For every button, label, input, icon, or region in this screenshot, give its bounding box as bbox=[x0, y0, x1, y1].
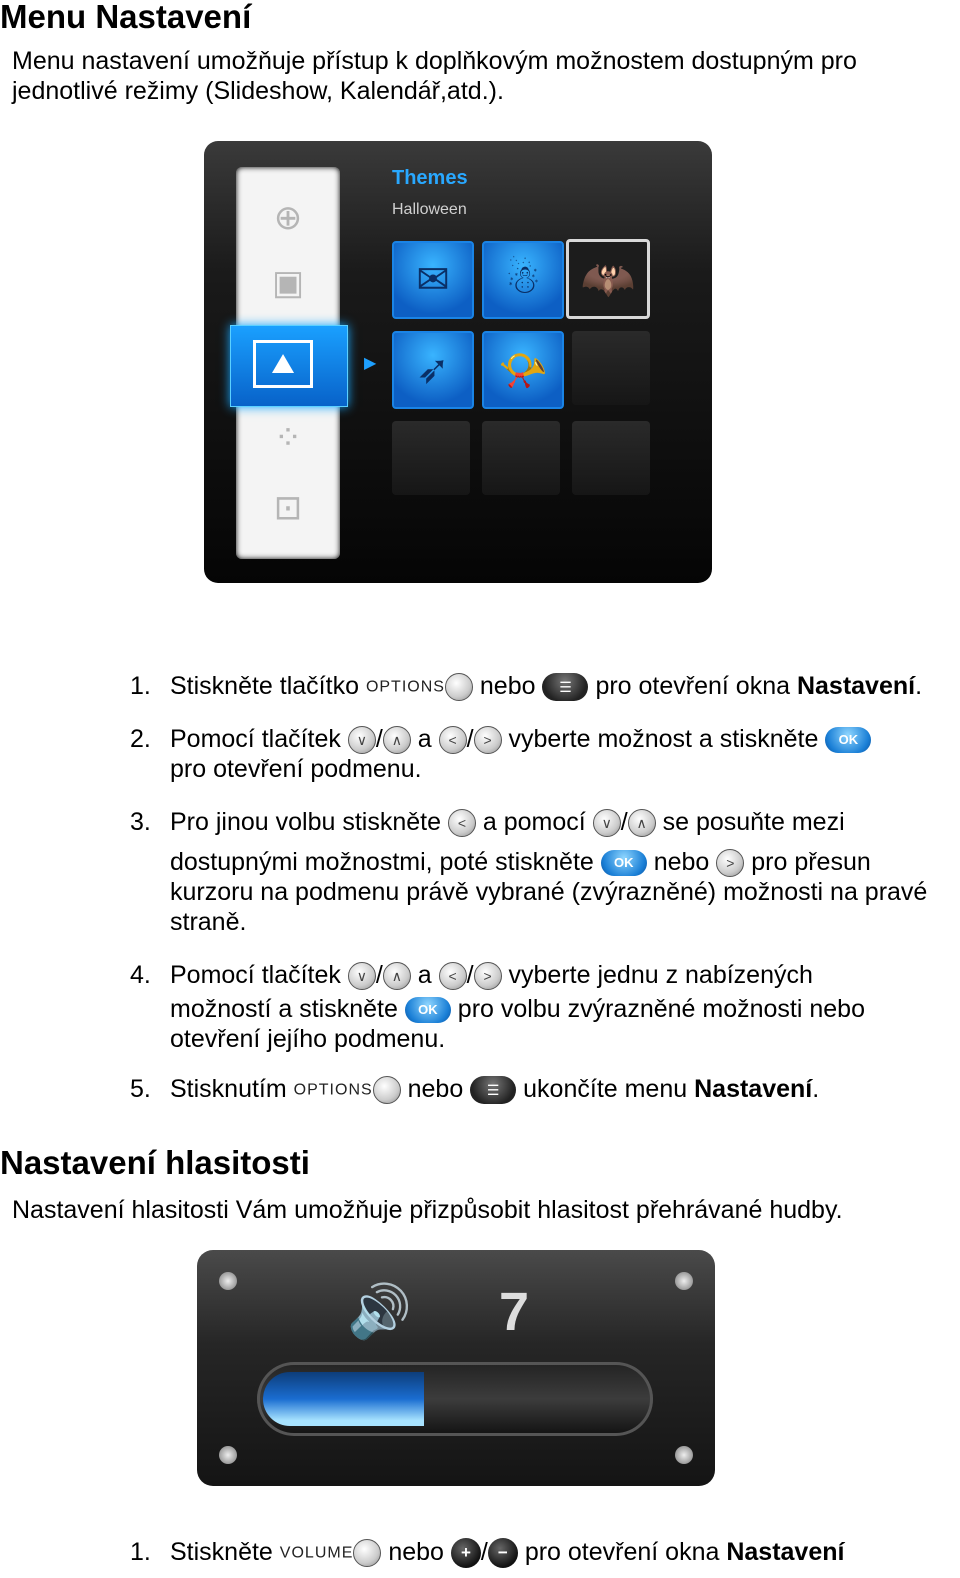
step-text: se posuňte mezi bbox=[662, 808, 845, 836]
step-text: pro otevření okna bbox=[595, 672, 791, 700]
step-text: pro otevření podmenu. bbox=[170, 755, 422, 783]
up-button-icon: ∧ bbox=[383, 962, 411, 990]
volume-up-icon: + bbox=[451, 1538, 481, 1568]
step-text: nebo bbox=[479, 672, 536, 700]
step-text: Stiskněte bbox=[170, 1538, 273, 1566]
step-text: a bbox=[417, 961, 432, 989]
screw-icon bbox=[219, 1272, 237, 1290]
left-button-icon: < bbox=[448, 809, 476, 837]
menu-list-button-icon: ☰ bbox=[470, 1076, 516, 1104]
section-heading-settings: Menu Nastavení bbox=[0, 0, 252, 35]
down-button-icon: ∨ bbox=[348, 726, 376, 754]
screw-icon bbox=[675, 1446, 693, 1464]
volume-value: 7 bbox=[499, 1282, 530, 1342]
speaker-icon: 🔊 bbox=[347, 1283, 412, 1341]
left-button-icon: < bbox=[439, 726, 467, 754]
empty-tile bbox=[482, 421, 560, 495]
photo-music-icon: ▣ bbox=[271, 264, 305, 302]
step-text: vyberte možnost a stiskněte bbox=[508, 725, 819, 753]
theme-halloween-bat-icon: 🦇 bbox=[566, 239, 650, 319]
step-text: pro přesun bbox=[751, 848, 871, 876]
step-text: nebo bbox=[653, 848, 710, 876]
volume-bar-fill bbox=[263, 1372, 424, 1426]
step-text: Pro jinou volbu stiskněte bbox=[170, 808, 441, 836]
screw-icon bbox=[219, 1446, 237, 1464]
step-text: straně. bbox=[170, 908, 247, 936]
step-text: ukončíte menu bbox=[523, 1075, 688, 1103]
theme-cupid-icon: ➶ bbox=[392, 331, 474, 409]
up-button-icon: ∧ bbox=[628, 809, 656, 837]
menu-subtitle: Halloween bbox=[392, 201, 467, 218]
volume-down-icon: − bbox=[488, 1538, 518, 1568]
step-text: a pomocí bbox=[482, 808, 586, 836]
empty-tile bbox=[572, 331, 650, 405]
step-text: Pomocí tlačítek bbox=[170, 961, 341, 989]
step-number: 2. bbox=[130, 725, 151, 753]
right-button-icon: > bbox=[474, 726, 502, 754]
ok-button-icon: OK bbox=[601, 850, 647, 876]
step-number: 3. bbox=[130, 808, 151, 836]
options-label: OPTIONS bbox=[293, 1081, 373, 1099]
settings-menu-screenshot bbox=[204, 141, 712, 583]
step-bold-term: Nastavení bbox=[694, 1075, 813, 1103]
options-button-icon bbox=[445, 673, 473, 701]
step-text: pro volbu zvýrazněné možnosti nebo bbox=[457, 995, 865, 1023]
menu-list-button-icon: ☰ bbox=[542, 673, 588, 701]
right-button-icon: > bbox=[474, 962, 502, 990]
zoom-icon: ⊕ bbox=[273, 199, 303, 237]
options-label: OPTIONS bbox=[365, 678, 445, 696]
step-text: Pomocí tlačítek bbox=[170, 725, 341, 753]
menu-title: Themes bbox=[392, 167, 468, 189]
step-text: možností a stiskněte bbox=[170, 995, 398, 1023]
step-text: otevření jejího podmenu. bbox=[170, 1025, 446, 1053]
volume-button-icon bbox=[353, 1539, 381, 1567]
volume-screen-screenshot bbox=[197, 1250, 715, 1486]
step-text: a bbox=[417, 725, 432, 753]
down-button-icon: ∨ bbox=[348, 962, 376, 990]
step-bold-term: Nastavení bbox=[796, 672, 916, 700]
empty-tile bbox=[392, 421, 470, 495]
step-text: Stiskněte tlačítko bbox=[170, 672, 359, 700]
step-text: dostupnými možnostmi, poté stiskněte bbox=[170, 848, 594, 876]
step-text: nebo bbox=[407, 1075, 464, 1103]
up-button-icon: ∧ bbox=[383, 726, 411, 754]
down-button-icon: ∨ bbox=[593, 809, 621, 837]
step-text: pro otevření okna bbox=[524, 1538, 720, 1566]
step-text: kurzoru na podmenu právě vybrané (zvýrazněné) možnosti na pravé bbox=[170, 878, 928, 906]
step-bold-term: Nastavení bbox=[726, 1538, 845, 1566]
left-button-icon: < bbox=[439, 962, 467, 990]
step-text: . bbox=[915, 672, 923, 700]
step-number: 1. bbox=[130, 672, 151, 700]
step-number: 1. bbox=[130, 1538, 151, 1566]
volume-intro: Nastavení hlasitosti Vám umožňuje přizpůsobit hlasitost přehrávané hudby. bbox=[12, 1196, 843, 1224]
intro-line-1: Menu nastavení umožňuje přístup k doplňkovým možnostem dostupným pro bbox=[12, 47, 857, 75]
theme-party-horn-icon: 📯 bbox=[482, 331, 564, 409]
volume-bar-track bbox=[257, 1362, 653, 1436]
step-text: Stisknutím bbox=[170, 1075, 287, 1103]
ok-button-icon: OK bbox=[825, 727, 871, 753]
theme-gingerbread-icon: ☃ bbox=[482, 241, 564, 319]
section-heading-volume: Nastavení hlasitosti bbox=[0, 1144, 310, 1181]
selected-themes-item bbox=[230, 325, 348, 407]
theme-envelope-icon: ✉ bbox=[392, 241, 474, 319]
volume-label: VOLUME bbox=[279, 1544, 354, 1562]
screw-icon bbox=[675, 1272, 693, 1290]
themes-icon: ⛰ bbox=[253, 340, 313, 388]
step-text: nebo bbox=[388, 1538, 444, 1566]
slideshow-effect-icon: ⁘ bbox=[273, 419, 303, 457]
step-text: vyberte jednu z nabízených bbox=[508, 961, 813, 989]
photo-upload-icon: ⊡ bbox=[273, 489, 303, 527]
options-button-icon bbox=[373, 1076, 401, 1104]
intro-line-2: jednotlivé režimy (Slideshow, Kalendář,atd.). bbox=[12, 77, 504, 105]
right-button-icon: > bbox=[716, 849, 744, 877]
step-text: . bbox=[812, 1075, 820, 1103]
arrow-right-icon: ▶ bbox=[364, 355, 377, 372]
empty-tile bbox=[572, 421, 650, 495]
step-number: 4. bbox=[130, 961, 151, 989]
step-number: 5. bbox=[130, 1075, 151, 1103]
ok-button-icon: OK bbox=[405, 997, 451, 1023]
